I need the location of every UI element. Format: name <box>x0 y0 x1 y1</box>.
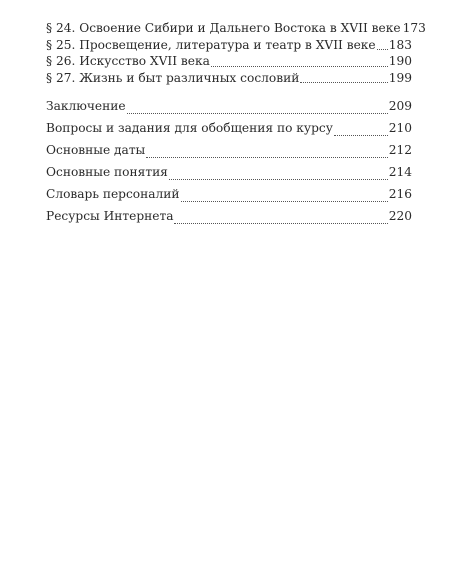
toc-page-number: 212 <box>388 143 412 157</box>
toc-leader-dots <box>377 40 388 50</box>
toc-entry-title: Ресурсы Интернета <box>46 209 174 223</box>
toc-page-number: 220 <box>388 209 412 223</box>
toc-page-number: 190 <box>388 54 412 68</box>
toc-leader-dots <box>334 126 388 136</box>
toc-page-number: 199 <box>388 70 412 85</box>
toc-page-number: 183 <box>388 37 412 52</box>
toc-entry-chapter-27 <box>46 70 412 87</box>
toc-page-number: 214 <box>388 165 412 179</box>
toc-entry-key-concepts <box>46 161 412 183</box>
toc-entry-persons-glossary <box>46 183 412 205</box>
toc-leader-dots <box>174 214 387 224</box>
toc-page-number: 173 <box>402 21 426 35</box>
toc-entry-chapter-26 <box>46 53 412 70</box>
toc-leader-dots <box>169 170 388 180</box>
toc-back-matter-group <box>46 95 412 227</box>
toc-leader-dots <box>211 57 388 67</box>
toc-entry-title: Вопросы и задания для обобщения по курсу <box>46 121 333 135</box>
toc-leader-dots <box>181 192 388 202</box>
toc-entry-title: § 26. Искусство XVII века <box>46 54 210 68</box>
toc-entry-title: Основные даты <box>46 143 146 157</box>
toc-entry-title: § 25. Просвещение, литература и театр в XVII веке <box>46 37 376 52</box>
toc-entry-title: § 24. Освоение Сибири и Дальнего Востока в XVII веке <box>46 21 401 35</box>
toc-entry-key-dates <box>46 139 412 161</box>
toc-entry-conclusion <box>46 95 412 117</box>
toc-leader-dots <box>146 148 387 158</box>
toc-leader-dots <box>127 104 388 114</box>
toc-entry-title: Словарь персоналий <box>46 187 180 201</box>
toc-leader-dots <box>300 73 387 83</box>
toc-page-number: 210 <box>388 121 412 135</box>
table-of-contents <box>46 20 426 227</box>
toc-entry-title: Основные понятия <box>46 165 168 179</box>
toc-entry-chapter-25 <box>46 37 412 54</box>
toc-chapters-group <box>46 20 426 86</box>
toc-entry-title: Заключение <box>46 99 126 113</box>
toc-entry-title: § 27. Жизнь и быт различных сословий <box>46 70 300 85</box>
toc-page-number: 209 <box>388 99 412 113</box>
toc-entry-chapter-24 <box>46 20 426 37</box>
toc-entry-internet-resources <box>46 205 412 227</box>
toc-page-number: 216 <box>388 187 412 201</box>
toc-entry-review-questions <box>46 117 412 139</box>
